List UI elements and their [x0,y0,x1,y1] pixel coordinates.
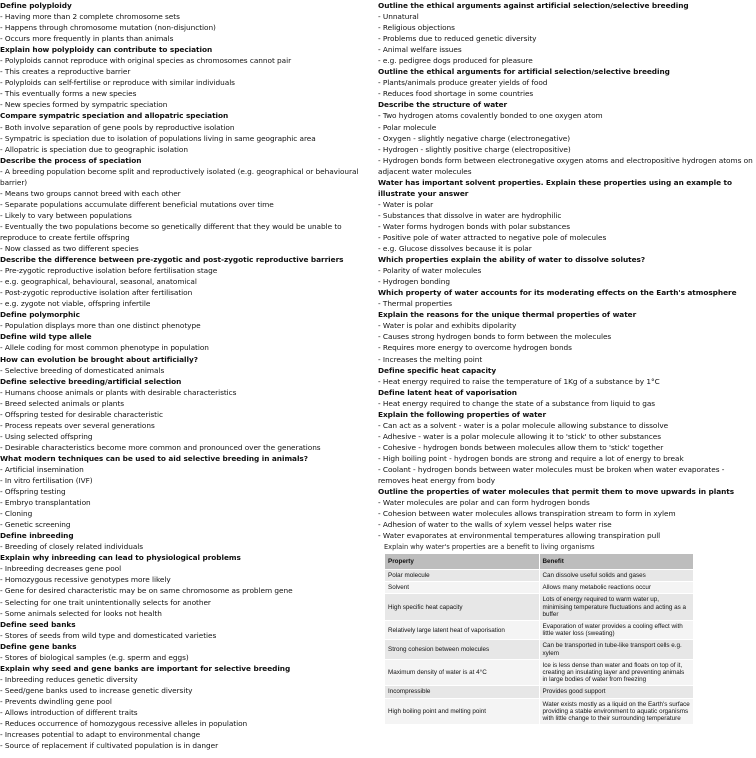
answer-point: - Adhesion of water to the walls of xylem vessel helps water rise [378,520,612,530]
question-heading: Define polymorphic [0,310,80,320]
answer-point: - Some animals selected for looks not health [0,608,162,618]
answer-point: - Now classed as two different species [0,244,139,254]
answer-point: - Positive pole of water attracted to negative pole of molecules [378,232,607,242]
answer-point: - Separate populations accumulate different beneficial mutations over time [0,199,274,209]
answer-point: - e.g. geographical, behavioural, seasonal, anatomical [0,277,197,287]
answer-point: - Post-zygotic reproductive isolation after fertilisation [0,288,193,298]
answer-point: - Heat energy required to change the state of a substance from liquid to gas [378,398,656,408]
answer-point: - Source of replacement if cultivated population is in danger [0,741,219,751]
answer-point: - Having more than 2 complete chromosome sets [0,12,180,22]
answer-point: - Occurs more frequently in plants than animals [0,34,174,44]
question-heading: Outline the properties of water molecules that permit them to move upwards in plants [378,487,735,497]
answer-point: - Offspring tested for desirable characteristic [0,409,163,419]
answer-point: - Unnatural [378,12,419,22]
benefit-cell: Evaporation of water provides a cooling effect with little water loss (sweating) [539,621,694,640]
table-row [385,640,694,659]
table-header-row [385,554,694,570]
property-cell: Relatively large latent heat of vaporisation [385,621,540,640]
question-heading: Describe the difference between pre-zygotic and post-zygotic reproductive barriers [0,255,344,265]
question-heading: Explain how polyploidy can contribute to speciation [0,45,213,55]
property-cell: Incompressible [385,686,540,698]
table-row [385,582,694,594]
answer-point: - Cloning [0,509,33,519]
answer-point: - Substances that dissolve in water are hydrophilic [378,210,562,220]
answer-point: - Increases potential to adapt to environmental change [0,730,201,740]
table-row [385,698,694,725]
answer-point: - Stores of seeds from wild type and domesticated varieties [0,630,217,640]
answer-point: - Eventually the two populations become so genetically different that they would be unable to [0,221,342,231]
answer-point: - In vitro fertilisation (IVF) [0,476,93,486]
answer-point: - Selecting for one trait unintentionally selects for another [0,597,211,607]
answer-point: - Increases the melting point [378,354,483,364]
answer-point: - Requires more energy to overcome hydrogen bonds [378,343,572,353]
answer-point: - Water is polar and exhibits dipolarity [378,321,517,331]
header-benefit: Benefit [539,554,694,570]
answer-point: - Humans choose animals or plants with desirable characteristics [0,387,237,397]
question-heading: Explain why seed and gene banks are important for selective breeding [0,663,291,673]
table-row [385,594,694,621]
property-cell: Strong cohesion between molecules [385,640,540,659]
table-row [385,621,694,640]
answer-point: - Hydrogen bonding [378,277,450,287]
answer-point: - A breeding population become split and reproductively isolated (e.g. geographical or behavioural barrier) [0,166,359,187]
question-heading: Outline the ethical arguments against artificial selection/selective breeding [378,1,689,10]
answer-point: - Process repeats over several generations [0,420,155,430]
answer-point: - Problems due to reduced genetic diversity [378,34,537,44]
answer-point: - Desirable characteristics become more common and pronounced over the generations [0,442,321,452]
answer-point: - Sympatric is speciation due to isolation of populations living in same geographic area [0,133,316,143]
answer-point: reproduce to create fertile offspring [0,232,130,242]
benefit-cell: Water exists mostly as a liquid on the Earth's surface providing a stable environment to aquatic organisms with little change to their surrounding temperature [539,698,694,725]
question-heading: Water has important solvent properties. Explain these properties using an example to illustrate your answer [378,177,732,198]
water-properties-table [384,553,694,725]
table-caption: Explain why water's properties are a benefit to living organisms [384,543,595,551]
water-properties-table-section [384,543,694,725]
answer-point: - Water molecules are polar and can form hydrogen bonds [378,498,590,508]
answer-point: - Thermal properties [378,299,453,309]
answer-point: - Water is polar [378,199,434,209]
answer-point: - Heat energy required to raise the temperature of 1Kg of a substance by 1°C [378,376,660,386]
answer-point: - New species formed by sympatric speciation [0,100,168,110]
table-row [385,570,694,582]
answer-point: - Stores of biological samples (e.g. sperm and eggs) [0,652,189,662]
question-heading: Define wild type allele [0,332,92,342]
benefit-cell: Ice is less dense than water and floats on top of it, creating an insulating layer and preventing animals in large bodies of water from freezing [539,659,694,686]
answer-point: - Religious objections [378,23,455,33]
answer-point: - High boiling point - hydrogen bonds are strong and require a lot of energy to break [378,453,684,463]
left-notes-column [0,0,372,751]
question-heading: Outline the ethical arguments for artificial selection/selective breeding [378,67,670,77]
answer-point: - Both involve separation of gene pools by reproductive isolation [0,122,235,132]
question-heading: Which property of water accounts for its moderating effects on the Earth's atmosphere [378,288,737,298]
answer-point: - Polar molecule [378,122,437,132]
answer-point: - Using selected offspring [0,431,93,441]
question-heading: Define seed banks [0,619,76,629]
header-property: Property [385,554,540,570]
answer-point: - Genetic screening [0,520,71,530]
answer-point: - Offspring testing [0,487,66,497]
answer-point: - Population displays more than one distinct phenotype [0,321,201,331]
question-heading: Explain the following properties of water [378,409,547,419]
answer-point: - Means two groups cannot breed with each other [0,188,181,198]
right-notes-column [378,0,754,541]
answer-point: - Inbreeding reduces genetic diversity [0,674,138,684]
benefit-cell: Allows many metabolic reactions occur [539,582,694,594]
answer-point: - Cohesion between water molecules allows transpiration stream to form in xylem [378,509,676,519]
property-cell: High boiling point and melting point [385,698,540,725]
question-heading: Define gene banks [0,641,77,651]
question-heading: Compare sympatric speciation and allopatric speciation [0,111,229,121]
answer-point: - Coolant - hydrogen bonds between water molecules must be broken when water evaporates - removes heat energy from body [378,464,725,486]
property-cell: High specific heat capacity [385,594,540,621]
answer-point: - Breed selected animals or plants [0,398,125,408]
question-heading: Define selective breeding/artificial selection [0,376,182,386]
answer-point: - Polyploids cannot reproduce with original species as chromosomes cannot pair [0,56,292,66]
property-cell: Solvent [385,582,540,594]
answer-point: - Oxygen - slightly negative charge (electronegative) [378,133,571,143]
answer-point: - Artificial insemination [0,464,84,474]
answer-point: - Plants/animals produce greater yields of food [378,78,548,88]
answer-point: - Water forms hydrogen bonds with polar substances [378,221,570,231]
answer-point: - Water evaporates at environmental temperatures allowing transpiration pull [378,531,661,541]
answer-point: - Breeding of closely related individuals [0,542,144,552]
answer-point: - Prevents dwindling gene pool [0,696,112,706]
answer-point: - Hydrogen bonds form between electronegative oxygen atoms and electropositive hydrogen atoms on adjacent water molecules [378,155,753,176]
question-heading: Describe the structure of water [378,100,508,110]
question-heading: Define latent heat of vaporisation [378,387,517,397]
answer-point: - Allopatric is speciation due to geographic isolation [0,144,188,154]
table-row [385,686,694,698]
question-heading: Define specific heat capacity [378,365,497,375]
answer-point: - e.g. Glucose dissolves because it is polar [378,244,532,254]
answer-point: - This eventually forms a new species [0,89,137,99]
answer-point: - Happens through chromosome mutation (non-disjunction) [0,23,216,33]
answer-point: - Adhesive - water is a polar molecule allowing it to 'stick' to other substances [378,431,661,441]
benefit-cell: Lots of energy required to warm water up, minimising temperature fluctuations and acting as a buffer [539,594,694,621]
benefit-cell: Provides good support [539,686,694,698]
answer-point: - e.g. pedigree dogs produced for pleasure [378,56,533,66]
benefit-cell: Can dissolve useful solids and gases [539,570,694,582]
answer-point: - Selective breeding of domesticated animals [0,365,165,375]
answer-point: - Can act as a solvent - water is a polar molecule allowing substance to dissolve [378,420,669,430]
answer-point: - Gene for desired characteristic may be on same chromosome as problem gene [0,586,293,596]
answer-point: - Allele coding for most common phenotype in population [0,343,209,353]
answer-point: - Hydrogen - slightly positive charge (electropositive) [378,144,571,154]
answer-point: - Reduces food shortage in some countries [378,89,534,99]
answer-point: - Pre-zygotic reproductive isolation before fertilisation stage [0,266,218,276]
answer-point: - Cohesive - hydrogen bonds between molecules allow them to 'stick' together [378,442,664,452]
answer-point: - Embryo transplantation [0,498,91,508]
answer-point: - Causes strong hydrogen bonds to form between the molecules [378,332,612,342]
answer-point: - e.g. zygote not viable, offspring infertile [0,299,151,309]
answer-point: - Reduces occurrence of homozygous recessive alleles in population [0,719,248,729]
benefit-cell: Can be transported in tube-like transport cells e.g. xylem [539,640,694,659]
answer-point: - Polarity of water molecules [378,266,482,276]
question-heading: Which properties explain the ability of water to dissolve solutes? [378,255,646,265]
property-cell: Polar molecule [385,570,540,582]
question-heading: What modern techniques can be used to aid selective breeding in animals? [0,453,308,463]
question-heading: Explain why inbreeding can lead to physiological problems [0,553,241,563]
answer-point: - Two hydrogen atoms covalently bonded to one oxygen atom [378,111,603,121]
table-row [385,659,694,686]
answer-point: - Polyploids can self-fertilise or reproduce with similar individuals [0,78,235,88]
answer-point: - Homozygous recessive genotypes more likely [0,575,171,585]
question-heading: Define inbreeding [0,531,74,541]
answer-point: - Animal welfare issues [378,45,462,55]
question-heading: Explain the reasons for the unique thermal properties of water [378,310,637,320]
answer-point: - This creates a reproductive barrier [0,67,131,77]
answer-point: - Allows introduction of different traits [0,708,138,717]
question-heading: Describe the process of speciation [0,155,142,165]
answer-point: - Inbreeding decreases gene pool [0,564,122,574]
property-cell: Maximum density of water is at 4°C [385,659,540,686]
answer-point: - Seed/gene banks used to increase genetic diversity [0,685,193,695]
question-heading: How can evolution be brought about artificially? [0,354,198,364]
question-heading: Define polyploidy [0,1,72,10]
answer-point: - Likely to vary between populations [0,210,132,220]
